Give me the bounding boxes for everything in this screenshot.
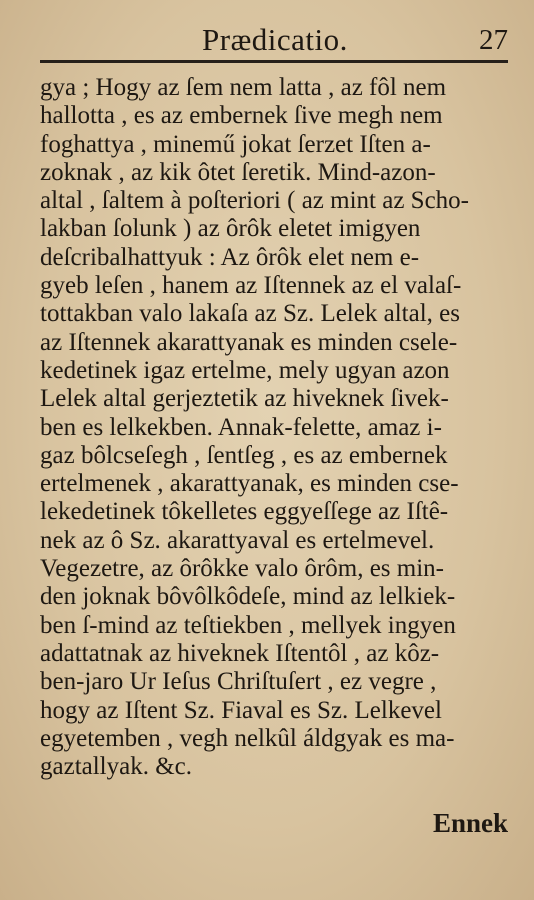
catchword: Ennek xyxy=(432,808,508,838)
header-rule xyxy=(40,60,508,63)
text-line: az Iſtennek akarattyanak es minden csele- xyxy=(40,328,458,356)
text-line: ben ſ-mind az teſtiekben , mellyek ingyen xyxy=(40,611,456,639)
page-number: 27 xyxy=(479,24,508,56)
text-line: nek az ô Sz. akarattyaval es ertelmevel. xyxy=(40,526,435,554)
text-line: Vegezetre, az ôrôkke valo ôrôm, es min- xyxy=(40,555,445,583)
text-line: gaztallyak. &c. xyxy=(40,753,193,781)
text-line: hallotta , es az embernek ſive megh nem xyxy=(40,102,443,130)
body-text xyxy=(40,74,510,781)
text-line: zoknak , az kik ôtet ſeretik. Mind-azon- xyxy=(40,158,436,186)
page-header xyxy=(40,18,508,64)
text-line: altal , ſaltem à poſteriori ( az mint az Scho- xyxy=(40,187,470,215)
text-line: Lelek altal gerjeztetik az hiveknek ſivek- xyxy=(40,385,449,413)
text-line: adattatnak az hiveknek Iſtentôl , az kôz- xyxy=(40,639,440,667)
text-line: gyeb leſen , hanem az Iſtennek az el valaſ- xyxy=(40,272,462,300)
text-line: ben es lelkekben. Annak-felette, amaz i- xyxy=(40,413,442,441)
text-line: ertelmenek , akarattyanak, es minden cse- xyxy=(40,470,459,498)
text-line: kedetinek igaz ertelme, mely ugyan azon xyxy=(40,356,450,384)
text-line: foghattya , minemű jokat ſerzet Iſten a- xyxy=(40,130,431,158)
running-head: Prædicatio. xyxy=(202,22,348,57)
text-line: den joknak bôvôlkôdeſe, mind az lelkiek- xyxy=(40,583,456,611)
text-line: deſcribalhattyuk : Az ôrôk elet nem e- xyxy=(40,243,420,271)
text-line: egyetemben , vegh nelkûl áldgyak es ma- xyxy=(40,724,455,752)
text-line: tottakban valo lakaſa az Sz. Lelek altal, es xyxy=(40,300,460,328)
text-line: lekedetinek tôkelletes eggyeſſege az Iſtê- xyxy=(40,498,449,526)
text-line: lakban ſolunk ) az ôrôk eletet imigyen xyxy=(40,215,421,243)
text-line: hogy az Iſtent Sz. Fiaval es Sz. Lelkevel xyxy=(40,696,442,724)
text-line: gaz bôlcseſegh , ſentſeg , es az embernek xyxy=(40,441,448,469)
text-line: ben-jaro Ur Ieſus Chriſtuſert , ez vegre , xyxy=(40,668,437,696)
text-line: gya ; Hogy az ſem nem latta , az fôl nem xyxy=(40,74,447,101)
